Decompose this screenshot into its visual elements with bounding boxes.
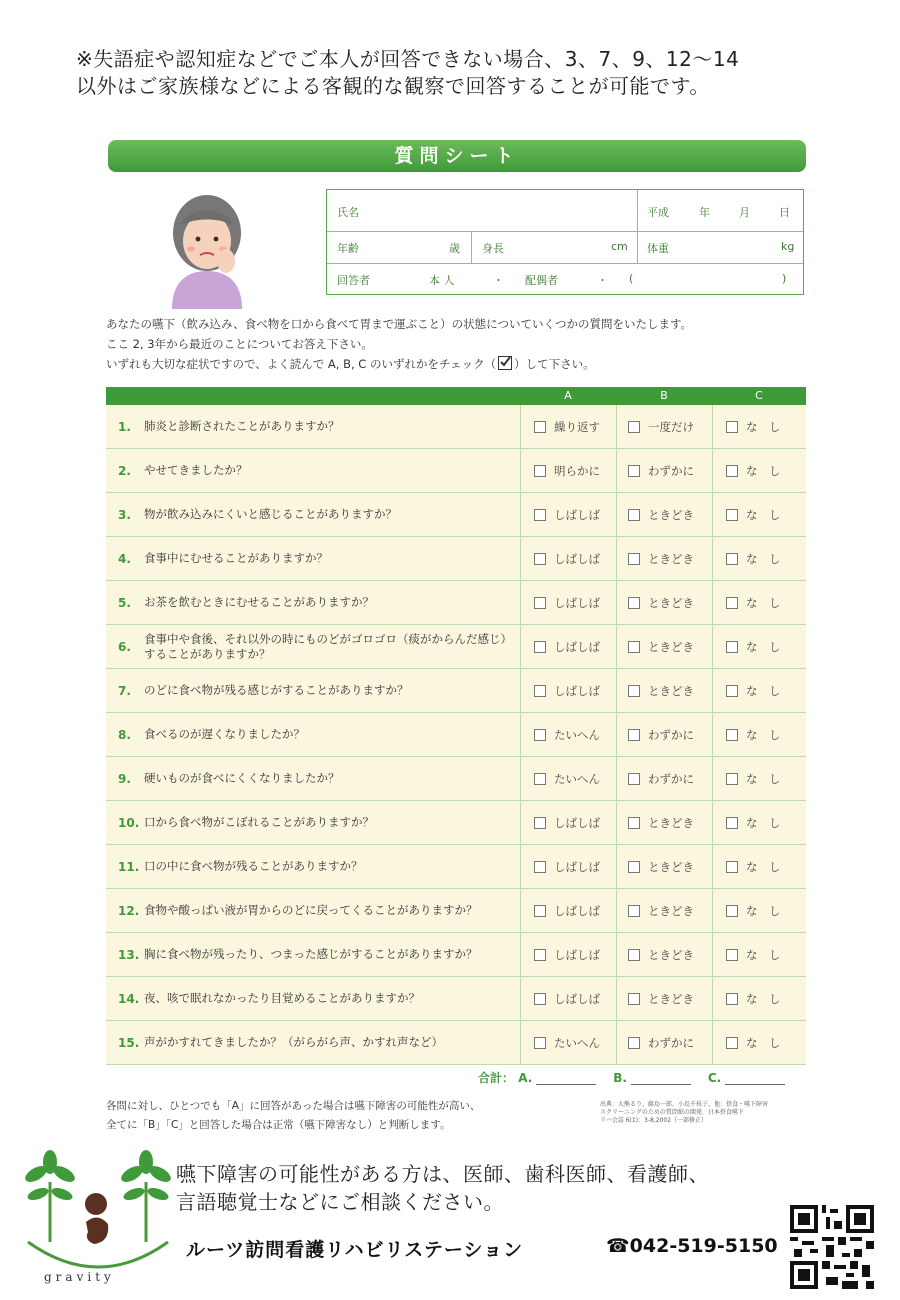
question-row	[106, 537, 806, 581]
question-row	[106, 889, 806, 933]
checkbox-icon[interactable]	[726, 465, 738, 477]
total-c-label: C.	[707, 1071, 722, 1085]
question-number: 15.	[118, 1035, 140, 1050]
name-label: 氏名	[337, 206, 359, 219]
question-row	[106, 449, 806, 493]
checkbox-icon[interactable]	[534, 861, 546, 873]
checkbox-icon[interactable]	[726, 1037, 738, 1049]
question-text: 食事中や食後、それ以外の時にものどがゴロゴロ（痰がからんだ感じ）することがありますか？	[144, 631, 512, 661]
question-number: 9.	[118, 771, 131, 786]
checkbox-icon[interactable]	[726, 905, 738, 917]
checkbox-icon[interactable]	[534, 905, 546, 917]
question-text: 夜、咳で眠れなかったり目覚めることがありますか？	[144, 991, 420, 1005]
option-c[interactable]: な し	[726, 801, 781, 844]
question-number: 3.	[118, 507, 131, 522]
notice-text	[76, 46, 836, 100]
instructions-line-1: あなたの嚥下（飲み込み、食べ物を口から食べて胃まで運ぶこと）の状態についていくつかの質問をいたします。	[106, 317, 693, 331]
option-a[interactable]: 繰り返す	[534, 405, 600, 448]
checkbox-icon[interactable]	[726, 817, 738, 829]
day-label: 日	[779, 206, 790, 219]
question-row	[106, 581, 806, 625]
option-c[interactable]: な し	[726, 405, 781, 448]
option-a[interactable]: しばしば	[534, 669, 600, 712]
qr-code-icon[interactable]	[790, 1205, 874, 1289]
option-b[interactable]: ときどき	[628, 977, 694, 1020]
phone-number[interactable]: ☎042-519-5150	[606, 1235, 778, 1257]
option-a[interactable]: しばしば	[534, 977, 600, 1020]
age-unit: 歳	[449, 242, 460, 255]
option-b[interactable]: ときどき	[628, 889, 694, 932]
checkbox-icon[interactable]	[534, 685, 546, 697]
question-number: 12.	[118, 903, 140, 918]
respondent-info-box	[326, 189, 804, 295]
checkbox-icon[interactable]	[534, 949, 546, 961]
checkbox-icon[interactable]	[628, 597, 640, 609]
checkbox-icon[interactable]	[534, 817, 546, 829]
checkbox-icon[interactable]	[628, 641, 640, 653]
question-number: 10.	[118, 815, 140, 830]
option-a[interactable]: 明らかに	[534, 449, 600, 492]
dot-separator: ・	[493, 274, 504, 287]
option-b[interactable]: ときどき	[628, 669, 694, 712]
question-row	[106, 933, 806, 977]
question-number: 7.	[118, 683, 131, 698]
checkbox-icon[interactable]	[534, 729, 546, 741]
checkbox-icon[interactable]	[726, 553, 738, 565]
checkbox-icon[interactable]	[726, 509, 738, 521]
option-c[interactable]: な し	[726, 669, 781, 712]
height-label: 身長	[482, 242, 504, 255]
question-number: 13.	[118, 947, 140, 962]
option-a[interactable]: しばしば	[534, 889, 600, 932]
checkbox-icon[interactable]	[628, 949, 640, 961]
spouse-option: 配偶者	[525, 274, 558, 287]
checkbox-icon[interactable]	[534, 773, 546, 785]
total-a-label: A.	[518, 1071, 533, 1085]
question-row	[106, 757, 806, 801]
option-a[interactable]: しばしば	[534, 581, 600, 624]
station-name: ルーツ訪問看護リハビリステーション	[186, 1239, 524, 1261]
question-number: 8.	[118, 727, 131, 742]
option-c[interactable]: な し	[726, 493, 781, 536]
notice-line-1: ※失語症や認知症などでご本人が回答できない場合、3、7、9、12～14	[76, 47, 740, 71]
checkbox-icon[interactable]	[534, 553, 546, 565]
checkbox-icon[interactable]	[628, 905, 640, 917]
paren-open: (	[629, 272, 634, 285]
questionnaire-table	[106, 387, 806, 1065]
question-row	[106, 625, 806, 669]
option-c[interactable]: な し	[726, 713, 781, 756]
question-text: やせてきましたか？	[144, 463, 248, 477]
question-row	[106, 1021, 806, 1065]
checkbox-icon[interactable]	[726, 641, 738, 653]
option-b[interactable]: ときどき	[628, 581, 694, 624]
question-row	[106, 493, 806, 537]
total-b-field[interactable]	[631, 1072, 691, 1085]
question-row	[106, 977, 806, 1021]
question-text: 硬いものが食べにくくなりましたか？	[144, 771, 340, 785]
option-c[interactable]: な し	[726, 581, 781, 624]
checkbox-icon[interactable]	[726, 949, 738, 961]
option-b[interactable]: ときどき	[628, 493, 694, 536]
option-a[interactable]: しばしば	[534, 801, 600, 844]
option-b[interactable]: わずかに	[628, 757, 694, 800]
total-row	[478, 1069, 785, 1086]
option-a[interactable]: たいへん	[534, 1021, 600, 1064]
total-a-field[interactable]	[536, 1072, 596, 1085]
respondent-label: 回答者	[337, 274, 370, 287]
column-c-header: C	[755, 389, 763, 402]
year-label: 年	[699, 206, 710, 219]
question-text: のどに食べ物が残る感じがすることがありますか？	[144, 683, 409, 697]
info-row-respondent	[327, 263, 803, 294]
option-a[interactable]: しばしば	[534, 493, 600, 536]
question-text: 物が飲み込みにくいと感じることがありますか？	[144, 507, 397, 521]
self-option: 本 人	[429, 274, 455, 287]
checkbox-icon[interactable]	[628, 729, 640, 741]
weight-label: 体重	[647, 242, 669, 255]
question-text: 食物や酸っぱい液が胃からのどに戻ってくることがありますか？	[144, 903, 478, 917]
option-c[interactable]: な し	[726, 977, 781, 1020]
judgment-note: 各問に対し、ひとつでも「A」に回答があった場合は嚥下障害の可能性が高い、 全てに「B」「C」と回答した場合は正常（嚥下障害なし）と判断します。	[106, 1100, 481, 1131]
question-text: 食事中にむせることがありますか？	[144, 551, 328, 565]
question-row	[106, 669, 806, 713]
option-b[interactable]: ときどき	[628, 801, 694, 844]
paren-close: )	[782, 272, 787, 285]
total-b-label: B.	[613, 1071, 627, 1085]
option-a[interactable]: たいへん	[534, 757, 600, 800]
question-row	[106, 801, 806, 845]
question-text: お茶を飲むときにむせることがありますか？	[144, 595, 374, 609]
question-rows	[106, 405, 806, 1065]
option-c[interactable]: な し	[726, 757, 781, 800]
option-a[interactable]: しばしば	[534, 933, 600, 976]
consultation-message: 嚥下障害の可能性がある方は、医師、歯科医師、看護師、 言語聴覚士などにご相談ください。	[176, 1162, 709, 1214]
checkbox-icon[interactable]	[534, 993, 546, 1005]
question-row	[106, 405, 806, 449]
instructions	[106, 314, 806, 374]
option-b[interactable]: 一度だけ	[628, 405, 694, 448]
checkbox-icon[interactable]	[726, 597, 738, 609]
source-citation: 出典：大熊るり，藤島一郎，小島千枝子，他：摂食・嚥下障害 スクリーニングのための質問紙の開発．日本摂食嚥下 リハ会誌 6(1)：3-8,2002（一部修正）	[600, 1101, 769, 1124]
instructions-line-3: いずれも大切な症状ですので、よく読んで A, B, C のいずれかをチェック（ ）して下さい。	[106, 357, 595, 371]
option-c[interactable]: な し	[726, 449, 781, 492]
checkbox-icon[interactable]	[726, 685, 738, 697]
question-number: 2.	[118, 463, 131, 478]
question-text: 口の中に食べ物が残ることがありますか？	[144, 859, 363, 873]
info-row-measures	[327, 231, 803, 264]
era-label: 平成	[647, 206, 669, 219]
logo-wordmark: gravity	[44, 1270, 115, 1284]
checkbox-icon[interactable]	[628, 685, 640, 697]
instructions-line-2: ここ 2, 3年から最近のことについてお答え下さい。	[106, 337, 373, 351]
elderly-woman-illustration	[158, 183, 256, 309]
question-text: 肺炎と診断されたことがありますか？	[144, 419, 340, 433]
checkbox-icon[interactable]	[628, 421, 640, 433]
option-c[interactable]: な し	[726, 933, 781, 976]
checkbox-icon[interactable]	[534, 509, 546, 521]
checkbox-icon[interactable]	[628, 861, 640, 873]
checkbox-icon[interactable]	[726, 729, 738, 741]
option-c[interactable]: な し	[726, 1021, 781, 1064]
checkbox-icon[interactable]	[534, 597, 546, 609]
checkbox-icon[interactable]	[628, 993, 640, 1005]
question-text: 食べるのが遅くなりましたか？	[144, 727, 305, 741]
question-number: 5.	[118, 595, 131, 610]
checkbox-icon[interactable]	[726, 993, 738, 1005]
checkbox-icon[interactable]	[726, 861, 738, 873]
option-a[interactable]: しばしば	[534, 537, 600, 580]
checkbox-icon[interactable]	[726, 421, 738, 433]
weight-unit: kg	[781, 240, 795, 253]
checkbox-icon[interactable]	[628, 773, 640, 785]
option-b[interactable]: わずかに	[628, 449, 694, 492]
question-number: 11.	[118, 859, 140, 874]
checkbox-icon[interactable]	[534, 465, 546, 477]
checkbox-icon[interactable]	[628, 509, 640, 521]
checkbox-icon[interactable]	[628, 465, 640, 477]
option-b[interactable]: ときどき	[628, 933, 694, 976]
checkbox-icon[interactable]	[726, 773, 738, 785]
option-b[interactable]: わずかに	[628, 1021, 694, 1064]
question-number: 4.	[118, 551, 131, 566]
total-c-field[interactable]	[725, 1072, 785, 1085]
checkbox-icon[interactable]	[534, 1037, 546, 1049]
total-label: 合計：	[478, 1071, 515, 1085]
question-row	[106, 713, 806, 757]
option-c[interactable]: な し	[726, 625, 781, 668]
option-b[interactable]: わずかに	[628, 713, 694, 756]
question-text: 口から食べ物がこぼれることがありますか？	[144, 815, 374, 829]
height-unit: cm	[611, 240, 628, 253]
option-a[interactable]: たいへん	[534, 713, 600, 756]
question-text: 胸に食べ物が残ったり、つまった感じがすることがありますか？	[144, 947, 478, 961]
column-b-header: B	[660, 389, 668, 402]
sheet-title-banner: 質問シート	[108, 140, 806, 172]
age-label: 年齢	[337, 242, 359, 255]
question-number: 1.	[118, 419, 131, 434]
checkbox-icon[interactable]	[628, 1037, 640, 1049]
checkbox-icon[interactable]	[534, 641, 546, 653]
checkbox-icon[interactable]	[628, 817, 640, 829]
checkmark-icon	[498, 356, 512, 370]
column-a-header: A	[564, 389, 572, 402]
checkbox-icon[interactable]	[534, 421, 546, 433]
month-label: 月	[739, 206, 750, 219]
option-c[interactable]: な し	[726, 537, 781, 580]
notice-line-2: 以外はご家族様などによる客観的な観察で回答することが可能です。	[76, 74, 710, 98]
option-b[interactable]: ときどき	[628, 625, 694, 668]
option-b[interactable]: ときどき	[628, 537, 694, 580]
question-number: 6.	[118, 639, 131, 654]
table-header	[106, 387, 806, 405]
question-text: 声がかすれてきましたか？（がらがら声、かすれ声など）	[144, 1035, 443, 1049]
option-a[interactable]: しばしば	[534, 625, 600, 668]
question-number: 14.	[118, 991, 140, 1006]
option-c[interactable]: な し	[726, 889, 781, 932]
checkbox-icon[interactable]	[628, 553, 640, 565]
dot-separator: ・	[597, 274, 608, 287]
option-c[interactable]: な し	[726, 845, 781, 888]
option-b[interactable]: ときどき	[628, 845, 694, 888]
question-row	[106, 845, 806, 889]
option-a[interactable]: しばしば	[534, 845, 600, 888]
info-row-name	[327, 190, 803, 232]
